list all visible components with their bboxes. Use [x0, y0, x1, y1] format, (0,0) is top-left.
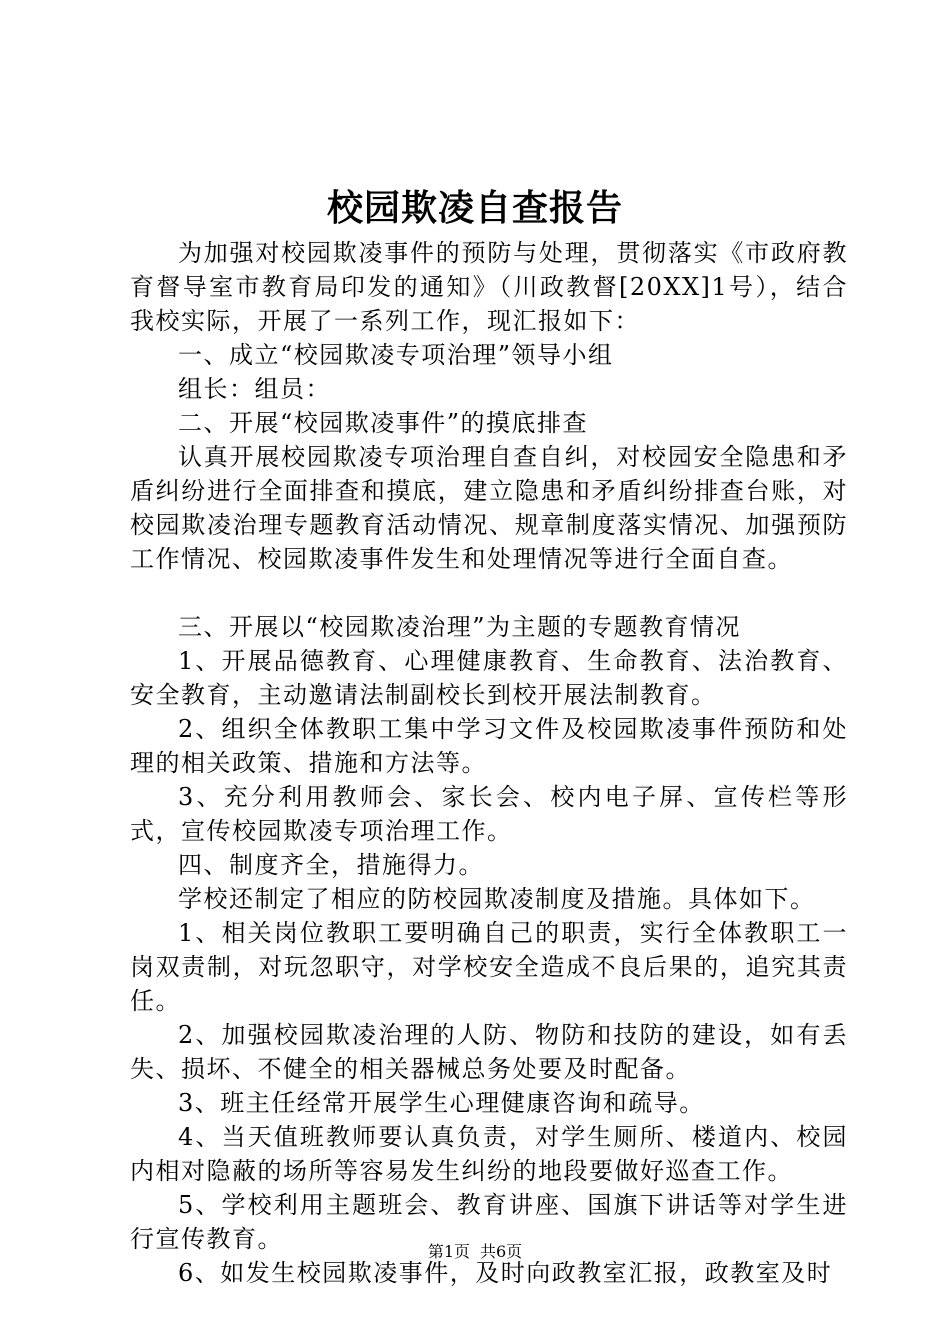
- page-total: 共6页: [480, 1242, 523, 1261]
- document-title: 校园欺凌自查报告: [326, 187, 623, 229]
- paragraph-investigation: 认真开展校园欺凌专项治理自查自纠，对校园安全隐患和矛盾纠纷进行全面排查和摸底，建立隐患和矛盾纠纷排查台账，对校园欺凌治理专题教育活动情况、规章制度落实情况、加强预防工作情况、校园欺凌事件发生和处理情况等进行全面自查。: [130, 443, 848, 573]
- paragraph-measures-intro: 学校还制定了相应的防校园欺凌制度及措施。具体如下。: [178, 885, 816, 913]
- list-item-measure-3: 3、班主任经常开展学生心理健康咨询和疏导。: [178, 1089, 705, 1117]
- section-heading-4: 四、制度齐全，措施得力。: [178, 851, 484, 879]
- list-item-measure-2: 2、加强校园欺凌治理的人防、物防和技防的建设，如有丢失、损坏、不健全的相关器械总务处要及时配备。: [130, 1021, 848, 1083]
- page-footer: [0, 1242, 950, 1262]
- page-number: 第1页: [427, 1242, 470, 1261]
- section-heading-1: 一、成立“校园欺凌专项治理”领导小组: [178, 341, 614, 369]
- list-item-measure-1: 1、相关岗位教职工要明确自己的职责，实行全体教职工一岗双责制，对玩忽职守，对学校安全造成不良后果的，追究其责任。: [130, 919, 848, 1015]
- list-item-education-3: 3、充分利用教师会、家长会、校内电子屏、宣传栏等形式，宣传校园欺凌专项治理工作。: [130, 783, 848, 845]
- list-item-measure-6: 6、如发生校园欺凌事件，及时向政教室汇报，政教室及时: [178, 1259, 833, 1287]
- list-item-measure-5: 5、学校利用主题班会、教育讲座、国旗下讲话等对学生进行宣传教育。: [130, 1191, 848, 1253]
- list-item-education-2: 2、组织全体教职工集中学习文件及校园欺凌事件预防和处理的相关政策、措施和方法等。: [130, 715, 848, 777]
- section-heading-2: 二、开展“校园欺凌事件”的摸底排查: [178, 409, 589, 437]
- list-item-measure-4: 4、当天值班教师要认真负责，对学生厕所、楼道内、校园内相对隐蔽的场所等容易发生纠纷的地段要做好巡查工作。: [130, 1123, 848, 1185]
- paragraph-intro: 为加强对校园欺凌事件的预防与处理，贯彻落实《市政府教育督导室市教育局印发的通知》（川政教督[20XX]1号），结合我校实际，开展了一系列工作，现汇报如下：: [130, 239, 848, 335]
- list-item-education-1: 1、开展品德教育、心理健康教育、生命教育、法治教育、安全教育，主动邀请法制副校长到校开展法制教育。: [130, 647, 848, 709]
- paragraph-group-members: 组长：组员：: [178, 375, 331, 403]
- section-heading-3: 三、开展以“校园欺凌治理”为主题的专题教育情况: [178, 613, 742, 641]
- document-body: [130, 236, 848, 1290]
